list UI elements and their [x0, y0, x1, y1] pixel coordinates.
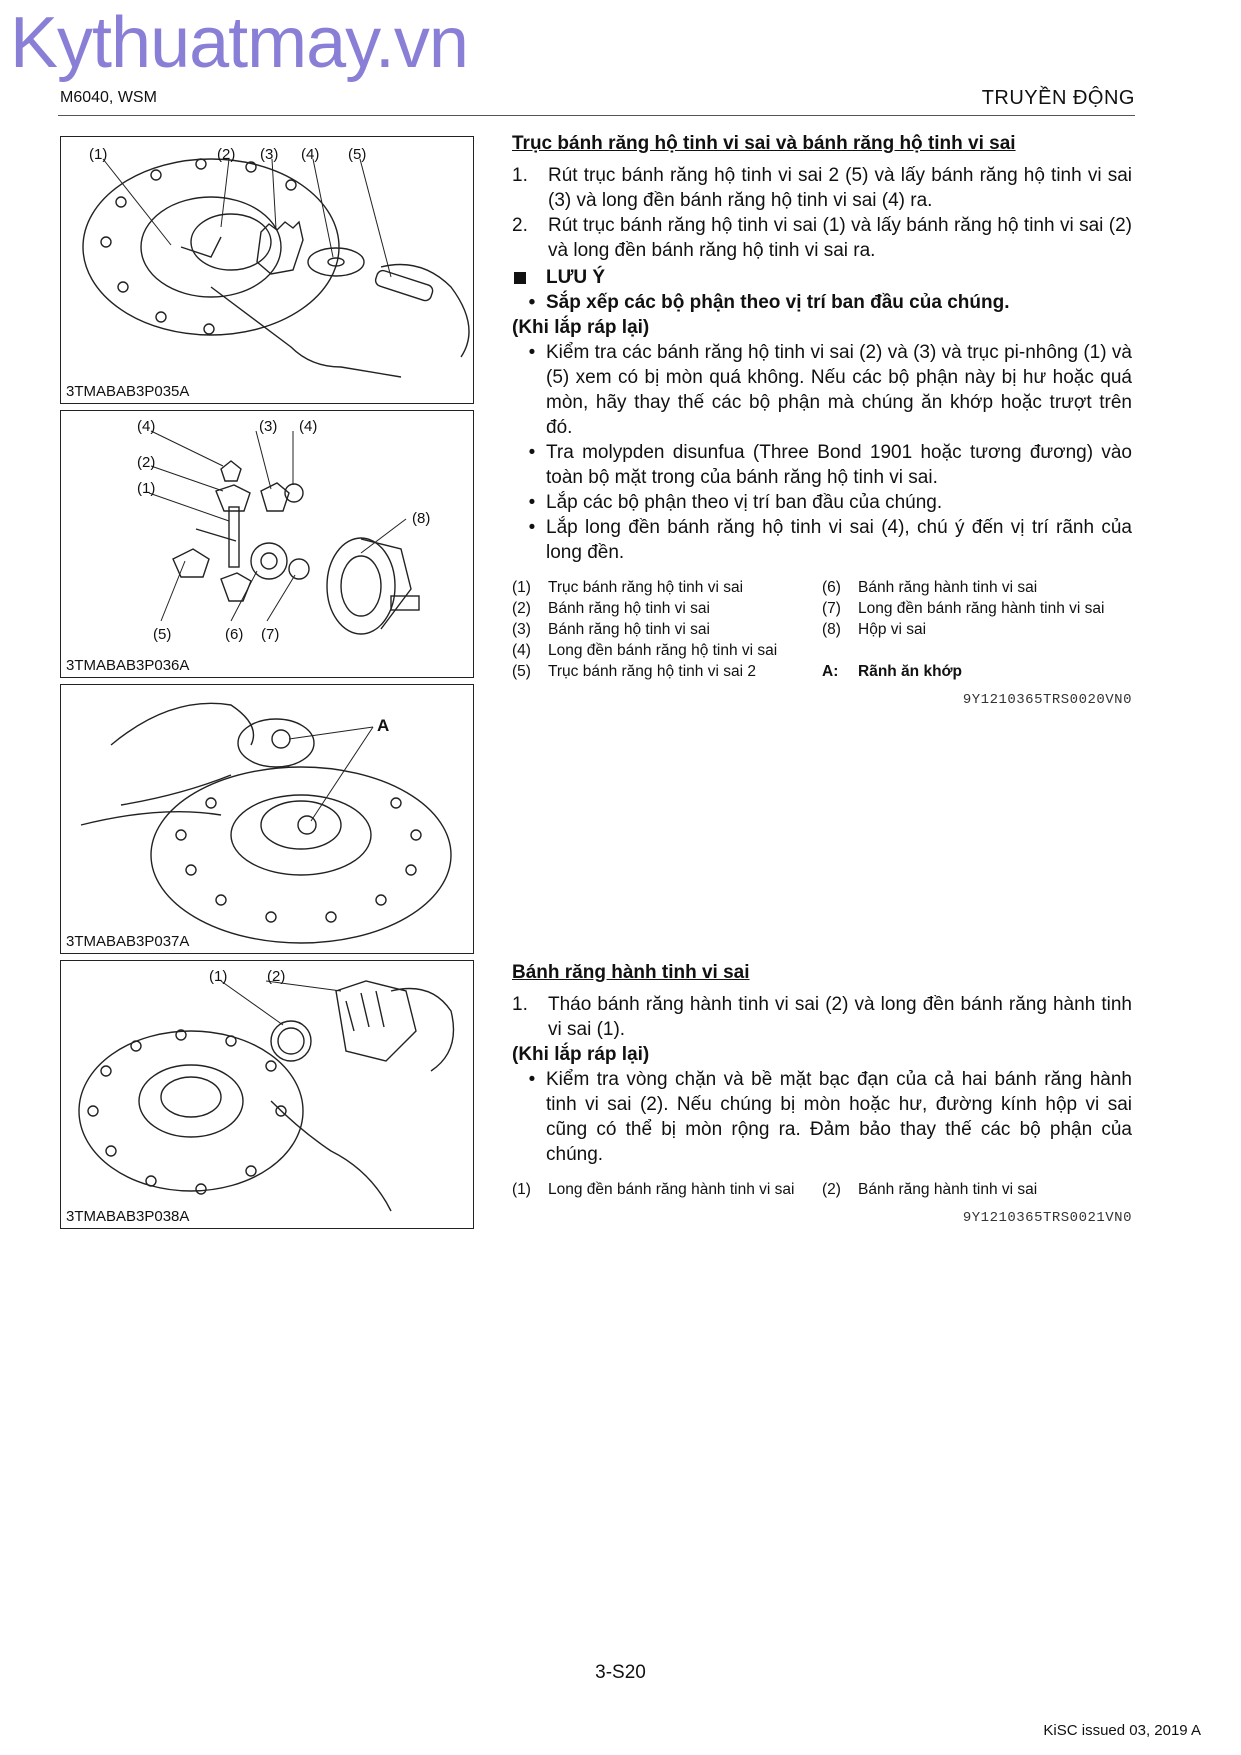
figure-1	[60, 136, 474, 404]
figure-4-illustration	[61, 961, 475, 1230]
figure-1-label: (4)	[301, 146, 320, 163]
step-item	[512, 163, 1132, 213]
page-number: 3-S20	[595, 1662, 646, 1683]
legend-value: Bánh răng hành tinh vi sai	[858, 1181, 1038, 1198]
legend-value: Trục bánh răng hộ tinh vi sai 2	[548, 663, 756, 680]
figure-code: 3TMABAB3P035A	[66, 383, 190, 400]
legend-key: (7)	[822, 600, 841, 617]
reassembly-item	[512, 440, 1132, 490]
issue-info: KiSC issued 03, 2019 A	[1043, 1722, 1201, 1739]
section-2	[512, 960, 1132, 1231]
figure-2-label: (8)	[412, 510, 431, 527]
bullet-icon: •	[528, 442, 536, 463]
note-label: LƯU Ý	[546, 267, 606, 288]
figure-1-illustration	[61, 137, 475, 405]
figure-3	[60, 684, 474, 954]
section-1	[512, 131, 1132, 713]
figure-2	[60, 410, 474, 678]
figure-4-label: (2)	[267, 968, 286, 985]
note-text: Sắp xếp các bộ phận theo vị trí ban đầu của chúng.	[546, 292, 1010, 313]
reassembly-label: (Khi lắp ráp lại)	[512, 1044, 650, 1065]
legend-key: (4)	[512, 642, 531, 659]
figure-2-label: (3)	[259, 418, 278, 435]
figure-code: 3TMABAB3P036A	[66, 657, 190, 674]
note-square-icon	[514, 272, 526, 284]
document-id: 9Y1210365TRS0021VN0	[962, 1210, 1132, 1226]
reassembly-text: Tra molypden disunfua (Three Bond 1901 hoặc tương đương) vào toàn bộ mặt trong của bánh răng hộ tinh vi sai.	[546, 442, 1132, 488]
reassembly-item	[512, 490, 1132, 515]
header-section: TRUYỀN ĐỘNG	[981, 87, 1135, 109]
legend-value: Bánh răng hộ tinh vi sai	[548, 621, 710, 638]
header-model: M6040, WSM	[60, 89, 157, 106]
legend-key: (1)	[512, 579, 531, 596]
figure-2-label: (7)	[261, 626, 280, 643]
bullet-icon: •	[528, 292, 536, 313]
legend-key: (1)	[512, 1181, 531, 1198]
reassembly-text: Lắp long đền bánh răng hộ tinh vi sai (4), chú ý đến vị trí rãnh của long đền.	[546, 517, 1132, 563]
bullet-icon: •	[528, 492, 536, 513]
figure-2-label: (2)	[137, 454, 156, 471]
step-text: Rút trục bánh răng hộ tinh vi sai 2 (5) và lấy bánh răng hộ tinh vi sai (3) và long đền bánh răng hộ tinh vi sai (4) ra.	[548, 165, 1132, 211]
figure-1-label: (2)	[217, 146, 236, 163]
legend-key: (5)	[512, 663, 531, 680]
legend-key: (2)	[822, 1181, 841, 1198]
legend-item	[822, 619, 1132, 640]
figure-1-label: (3)	[260, 146, 279, 163]
section-1-title: Trục bánh răng hộ tinh vi sai và bánh răng hộ tinh vi sai	[512, 133, 1016, 154]
legend-item	[512, 661, 822, 682]
figure-1-label: (5)	[348, 146, 367, 163]
figure-1-label: (1)	[89, 146, 108, 163]
legend-key	[822, 640, 858, 661]
legend-item	[822, 640, 1132, 661]
legend-item	[512, 619, 822, 640]
legend-item	[822, 577, 1132, 598]
bullet-icon: •	[528, 517, 536, 538]
legend-key: A:	[822, 663, 839, 680]
reassembly-text: Kiểm tra các bánh răng hộ tinh vi sai (2) và (3) và trục pi-nhông (1) và (5) xem có bị mòn quá không. Nếu các bộ phận này bị hư hoặc quá mòn, hãy thay thế các bộ phận mà chúng ăn khớp hoặc trượt trên đó.	[546, 342, 1132, 438]
step-number: 1.	[512, 994, 528, 1015]
legend-item	[512, 577, 822, 598]
document-id: 9Y1210365TRS0020VN0	[962, 692, 1132, 708]
figure-3-illustration	[61, 685, 475, 955]
figure-2-label: (6)	[225, 626, 244, 643]
figure-2-label: (4)	[137, 418, 156, 435]
figure-2-label: (1)	[137, 480, 156, 497]
figure-3-label: A	[377, 716, 390, 735]
step-item	[512, 213, 1132, 263]
legend-value: Long đền bánh răng hành tinh vi sai	[548, 1181, 795, 1198]
legend-key: (2)	[512, 600, 531, 617]
legend-item	[822, 598, 1132, 619]
bullet-icon: •	[528, 1069, 536, 1090]
step-text: Tháo bánh răng hành tinh vi sai (2) và long đền bánh răng hành tinh vi sai (1).	[548, 994, 1132, 1040]
reassembly-text: Lắp các bộ phận theo vị trí ban đầu của chúng.	[546, 492, 943, 513]
legend-value: Long đền bánh răng hành tinh vi sai	[858, 600, 1105, 617]
header-divider	[58, 115, 1135, 116]
reassembly-item	[512, 1067, 1132, 1167]
reassembly-text: Kiểm tra vòng chặn và bề mặt bạc đạn của cả hai bánh răng hành tinh vi sai (2). Nếu chúng bị mòn hoặc hư, đường kính hộp vi sai cũng có thể bị mòn rộng ra. Đảm bảo thay thế các bộ phận của chúng.	[546, 1069, 1132, 1165]
figure-4-label: (1)	[209, 968, 228, 985]
section-2-title: Bánh răng hành tinh vi sai	[512, 962, 750, 983]
figure-2-illustration	[61, 411, 475, 679]
legend-key: (6)	[822, 579, 841, 596]
parts-legend	[512, 1179, 1132, 1200]
note-heading	[512, 265, 1132, 290]
figure-code: 3TMABAB3P038A	[66, 1208, 190, 1225]
legend-value: Trục bánh răng hộ tinh vi sai	[548, 579, 744, 596]
legend-item	[512, 598, 822, 619]
legend-item	[512, 640, 822, 661]
legend-key: (3)	[512, 621, 531, 638]
legend-item	[822, 1179, 1132, 1200]
figure-2-label: (5)	[153, 626, 172, 643]
figure-code: 3TMABAB3P037A	[66, 933, 190, 950]
reassembly-label: (Khi lắp ráp lại)	[512, 317, 650, 338]
parts-legend	[512, 577, 1132, 682]
legend-value: Rãnh ăn khớp	[858, 663, 963, 680]
bullet-icon: •	[528, 342, 536, 363]
step-text: Rút trục bánh răng hộ tinh vi sai (1) và lấy bánh răng hộ tinh vi sai (2) và long đền bánh răng hộ tinh vi sai ra.	[548, 215, 1132, 261]
reassembly-item	[512, 340, 1132, 440]
legend-value: Long đền bánh răng hộ tinh vi sai	[548, 642, 778, 659]
legend-item	[512, 1179, 822, 1200]
reassembly-item	[512, 515, 1132, 565]
note-item	[512, 290, 1132, 315]
legend-value: Bánh răng hộ tinh vi sai	[548, 600, 710, 617]
figure-2-label: (4)	[299, 418, 318, 435]
step-number: 2.	[512, 215, 528, 236]
legend-value: Hộp vi sai	[858, 621, 927, 638]
watermark-logo: Kythuatmay.vn	[10, 3, 468, 83]
legend-item	[822, 661, 1132, 682]
step-item	[512, 992, 1132, 1042]
legend-key: (8)	[822, 621, 841, 638]
legend-value: Bánh răng hành tinh vi sai	[858, 579, 1038, 596]
step-number: 1.	[512, 165, 528, 186]
figure-4	[60, 960, 474, 1229]
